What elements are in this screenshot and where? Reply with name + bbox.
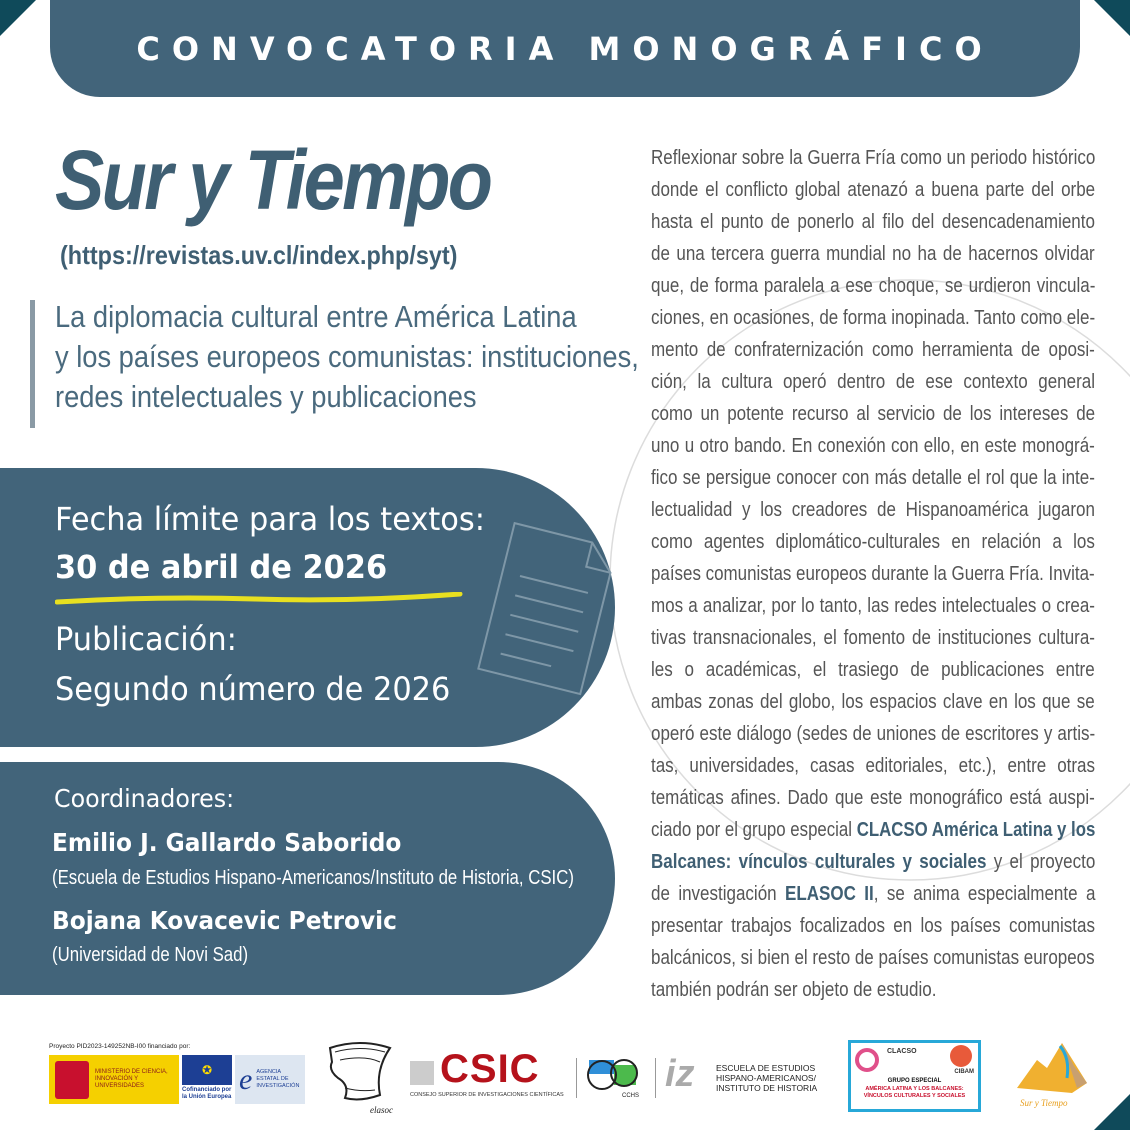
csic-full-name: CONSEJO SUPERIOR DE INVESTIGACIONES CIENTÍFICAS bbox=[410, 1092, 564, 1098]
body-text-segment: como agentes diplomático-culturales en relación a los bbox=[651, 531, 1095, 553]
body-text-segment: ambas zonas del globo, los espacios clave en los que se bbox=[651, 691, 1095, 713]
body-line-text bbox=[651, 591, 1095, 621]
body-line bbox=[651, 431, 1095, 463]
body-text-segment: lectualidad y los creadores de Hispanoamérica jugaron bbox=[651, 499, 1095, 521]
body-line bbox=[651, 367, 1095, 399]
ministry-logo bbox=[49, 1055, 179, 1104]
body-line bbox=[651, 719, 1095, 751]
body-line bbox=[651, 335, 1095, 367]
body-line-text bbox=[651, 207, 1095, 237]
banner-title: CONVOCATORIA MONOGRÁFICO bbox=[136, 29, 994, 68]
body-line-text bbox=[651, 815, 1095, 845]
body-line-text bbox=[651, 495, 1095, 525]
ministry-name: MINISTERIO DE CIENCIA, INNOVACIÓN Y UNIVERSIDADES bbox=[95, 1069, 168, 1089]
coordinators-panel bbox=[0, 762, 615, 995]
document-icon bbox=[465, 513, 625, 703]
publication-label: Publicación: bbox=[55, 620, 237, 658]
body-text-segment: que, de forma paralela a ese choque, se urdieron vincula- bbox=[651, 275, 1096, 297]
aei-symbol-icon: e bbox=[239, 1062, 253, 1096]
body-text-segment: hasta el punto de ponerlo al filo del desencadenamiento bbox=[651, 211, 1095, 233]
csic-text: CSIC bbox=[440, 1047, 540, 1091]
body-line-text bbox=[651, 847, 1095, 877]
body-text-segment: , se anima especialmente a bbox=[873, 883, 1096, 905]
body-line bbox=[651, 527, 1095, 559]
body-line bbox=[651, 751, 1095, 783]
body-text-segment: mos a analizar, por lo tanto, las redes intelectuales o crea- bbox=[651, 595, 1095, 617]
body-line-text bbox=[651, 463, 1095, 493]
body-text-segment: uno u otro bando. En conexión con ello, en este monográ- bbox=[651, 435, 1095, 457]
aei-logo bbox=[235, 1055, 305, 1104]
subtitle-line: y los países europeos comunistas: instituciones, bbox=[55, 339, 639, 374]
body-text-segment: tivas transnacionales, el fomento de instituciones cultura- bbox=[651, 627, 1095, 649]
body-emphasis: Balcanes: vínculos culturales y sociales bbox=[651, 851, 987, 873]
body-line bbox=[651, 559, 1095, 591]
body-line bbox=[651, 463, 1095, 495]
body-text-segment: como un potente recurso al servicio de los intereses de bbox=[651, 403, 1096, 425]
cchs-text: CCHS bbox=[622, 1093, 640, 1099]
body-line-text bbox=[651, 655, 1095, 685]
eu-logo bbox=[182, 1055, 232, 1104]
body-line-text bbox=[651, 367, 1095, 397]
body-emphasis: CLACSO América Latina y los bbox=[856, 819, 1096, 841]
corner-triangle-top-left bbox=[0, 0, 40, 40]
body-emphasis: ELASOC II bbox=[785, 883, 874, 905]
divider bbox=[576, 1058, 577, 1098]
body-text-segment: mento de confraternización como herramienta de oposi- bbox=[651, 339, 1095, 361]
syt-logo-text: Sur y Tiempo bbox=[1020, 1098, 1068, 1108]
body-text-segment: donde el conflicto global atenazó a buena parte del orbe bbox=[651, 179, 1096, 201]
body-line bbox=[651, 207, 1095, 239]
body-line-text bbox=[651, 783, 1095, 813]
header-banner bbox=[50, 0, 1080, 97]
body-line-text bbox=[651, 431, 1095, 461]
body-line-text bbox=[651, 911, 1095, 941]
cibam-bird-icon bbox=[950, 1045, 972, 1067]
body-line bbox=[651, 847, 1095, 879]
eu-text: Cofinanciado por la Unión Europea bbox=[182, 1087, 232, 1100]
elasoc-text: elasoc bbox=[370, 1105, 393, 1115]
coordinator-name: Bojana Kovacevic Petrovic bbox=[52, 906, 397, 935]
body-line bbox=[651, 975, 1095, 1007]
dates-panel bbox=[0, 468, 615, 747]
body-line bbox=[651, 239, 1095, 271]
body-text-segment: tas, universidades, casas editoriales, etc.), entre otras bbox=[651, 755, 1096, 777]
clacso-symbol-icon bbox=[855, 1048, 879, 1072]
csic-emblem-icon bbox=[410, 1061, 434, 1085]
body-line-text bbox=[651, 303, 1095, 333]
body-line-text bbox=[651, 271, 1095, 301]
clacso-text: CLACSO bbox=[887, 1048, 917, 1055]
coordinator-name: Emilio J. Gallardo Saborido bbox=[52, 828, 402, 857]
body-text-segment: ción, la cultura operó dentro de ese contexto general bbox=[651, 371, 1095, 393]
body-line bbox=[651, 655, 1095, 687]
clacso-group-label: GRUPO ESPECIAL bbox=[887, 1078, 942, 1084]
body-line bbox=[651, 943, 1095, 975]
csic-logo bbox=[410, 1047, 570, 1100]
body-text-segment: de investigación bbox=[651, 883, 786, 905]
body-line-text bbox=[651, 943, 1095, 973]
body-line bbox=[651, 495, 1095, 527]
cchs-logo bbox=[584, 1055, 644, 1100]
deadline-label: Fecha límite para los textos: bbox=[55, 500, 485, 538]
body-line-text bbox=[651, 335, 1095, 365]
body-line bbox=[651, 303, 1095, 335]
journal-title: Sur y Tiempo bbox=[55, 133, 491, 227]
journal-url[interactable]: (https://revistas.uv.cl/index.php/syt) bbox=[60, 240, 458, 270]
body-line-text bbox=[651, 751, 1095, 781]
coordinators-label: Coordinadores: bbox=[54, 784, 235, 813]
funding-note: Proyecto PID2023-149252NB-I00 financiado por: bbox=[49, 1043, 191, 1050]
publication-value: Segundo número de 2026 bbox=[55, 670, 451, 708]
corner-triangle-top-right bbox=[1090, 0, 1130, 40]
body-line-text bbox=[651, 175, 1095, 205]
body-line-text bbox=[651, 399, 1095, 429]
coordinator-affiliation: (Universidad de Novi Sad) bbox=[52, 944, 249, 966]
body-line bbox=[651, 175, 1095, 207]
clacso-group-name: AMÉRICA LATINA Y LOS BALCANES: VÍNCULOS CULTURALES Y SOCIALES bbox=[863, 1086, 966, 1099]
body-line bbox=[651, 879, 1095, 911]
monograph-subtitle bbox=[30, 300, 718, 428]
clacso-group-logo bbox=[848, 1040, 981, 1112]
body-line bbox=[651, 783, 1095, 815]
subtitle-line: redes intelectuales y publicaciones bbox=[55, 379, 477, 414]
sur-y-tiempo-logo bbox=[1012, 1038, 1092, 1113]
cchs-heads-icon bbox=[584, 1055, 644, 1093]
body-text-segment: presentar trabajos focalizados en los países comunistas bbox=[651, 915, 1095, 937]
elasoc-logo bbox=[320, 1040, 395, 1115]
body-text-segment: temáticas afines. Dado que este monográfico está auspi- bbox=[651, 787, 1095, 809]
mountain-icon bbox=[1012, 1038, 1092, 1096]
body-line-text bbox=[651, 239, 1095, 269]
body-line bbox=[651, 399, 1095, 431]
body-line bbox=[651, 271, 1095, 303]
deadline-date: 30 de abril de 2026 bbox=[55, 548, 388, 586]
body-text-segment: de una tercera guerra mundial no ha de hacernos olvidar bbox=[651, 243, 1095, 265]
aei-text: AGENCIA ESTATAL DE INVESTIGACIÓN bbox=[256, 1069, 300, 1089]
body-line bbox=[651, 911, 1095, 943]
highlight-stroke bbox=[55, 592, 465, 608]
body-line bbox=[651, 687, 1095, 719]
body-text-segment: y el proyecto bbox=[986, 851, 1096, 873]
body-line-text bbox=[651, 559, 1095, 589]
body-line bbox=[651, 815, 1095, 847]
body-line-text bbox=[651, 879, 1095, 909]
body-line-text bbox=[651, 719, 1095, 749]
body-line bbox=[651, 591, 1095, 623]
eeha-text: ESCUELA DE ESTUDIOS HISPANO-AMERICANOS/ INSTITUTO DE HISTORIA bbox=[716, 1063, 818, 1093]
subtitle-line: La diplomacia cultural entre América Latina bbox=[55, 299, 577, 334]
footer-logos bbox=[0, 1030, 1130, 1130]
elasoc-head-icon bbox=[320, 1040, 395, 1102]
body-text-segment: balcánicos, si bien el resto de países comunistas europeos bbox=[651, 947, 1095, 969]
body-text-segment: también podrán ser objeto de estudio. bbox=[651, 979, 937, 1001]
body-line-text bbox=[651, 527, 1095, 557]
body-text-segment: países comunistas europeos durante la Guerra Fría. Invita- bbox=[651, 563, 1095, 585]
call-description bbox=[651, 143, 1095, 1007]
body-line-text bbox=[651, 687, 1095, 717]
body-text-segment: operó este diálogo (sedes de uniones de escritores y artis- bbox=[651, 723, 1096, 745]
body-line-text bbox=[651, 975, 936, 1005]
body-text-segment: Reflexionar sobre la Guerra Fría como un periodo histórico bbox=[651, 147, 1096, 169]
body-text-segment: les o académicas, el trasiego de publicaciones entre bbox=[651, 659, 1095, 681]
body-line-text bbox=[651, 143, 1095, 173]
body-line-text bbox=[651, 623, 1095, 653]
body-text-segment: ciado por el grupo especial bbox=[651, 819, 857, 841]
coordinator-affiliation: (Escuela de Estudios Hispano-Americanos/Instituto de Historia, CSIC) bbox=[52, 867, 574, 889]
eu-stars-icon: ✪ bbox=[182, 1055, 232, 1085]
body-line bbox=[651, 623, 1095, 655]
cibam-text: CIBAM bbox=[954, 1069, 974, 1075]
divider bbox=[655, 1058, 656, 1098]
body-line bbox=[651, 143, 1095, 175]
body-text-segment: ciones, en ocasiones, de forma inopinada. Tanto como ele- bbox=[651, 307, 1096, 329]
eeha-symbol-icon: iz bbox=[665, 1053, 695, 1095]
body-text-segment: fico se persigue conocer con más detalle el rol que la inte- bbox=[651, 467, 1095, 489]
coat-of-arms-icon bbox=[55, 1061, 89, 1099]
